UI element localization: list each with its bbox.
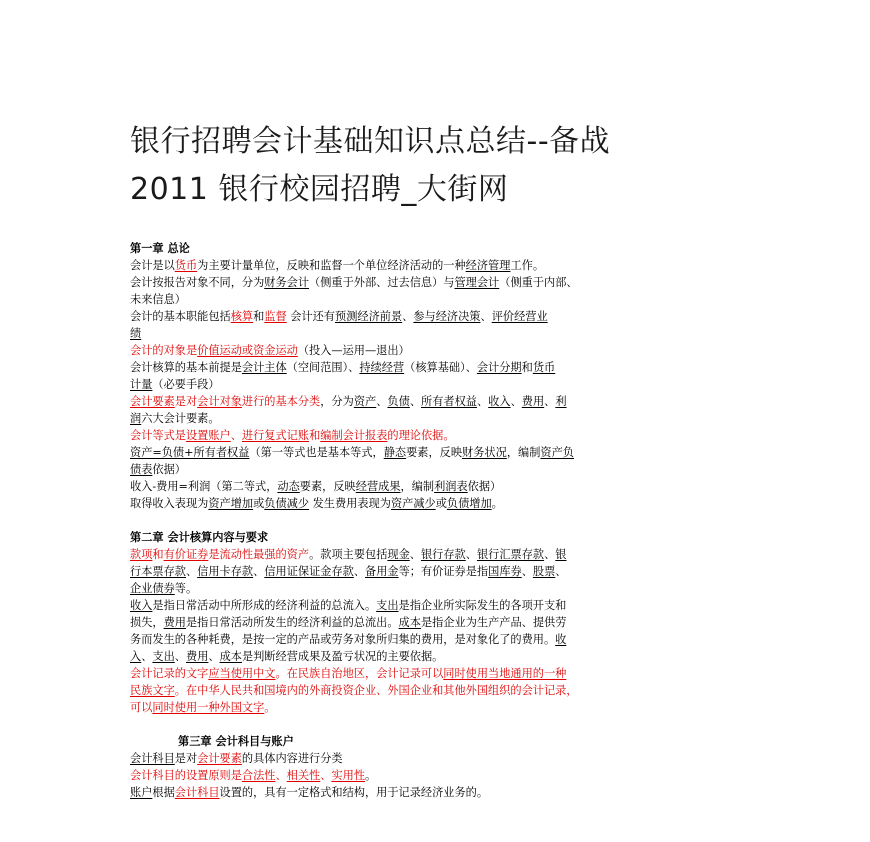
underlined-term: 会计要素 (197, 752, 242, 765)
text-run: 是指企业所实际发生的各项开支和 (398, 599, 567, 612)
underlined-term: 收入 (130, 599, 153, 612)
text-run: 。 (365, 769, 377, 782)
text-run: 的具体内容进行分类 (241, 752, 343, 765)
chapter-heading: 第二章 会计核算内容与要求 (130, 530, 269, 544)
text-line (130, 291, 742, 308)
text-run: （第一等式也是基本等式， (249, 446, 384, 459)
underlined-term: 绩 (130, 327, 142, 340)
text-run: ，编制 (400, 480, 435, 493)
underlined-term: 资产=负债+所有者权益 (130, 446, 250, 459)
text-line (130, 648, 742, 665)
underlined-term: 编制会计报表 (320, 429, 388, 442)
text-run: 会计等式是 (130, 429, 186, 442)
underlined-term: 利 (555, 395, 567, 408)
text-line (130, 478, 742, 495)
underlined-term: 银行汇票存款 (476, 548, 545, 561)
text-run: 发生费用表现为 (309, 497, 391, 510)
text-run: 、 (353, 565, 366, 578)
text-run: 根据 (152, 786, 175, 799)
underlined-term: 款项 (130, 548, 153, 561)
text-run: 依据） (467, 480, 502, 493)
underlined-term: 所有者权益 (421, 395, 477, 408)
text-run: 会计还有 (286, 310, 335, 323)
text-run: 等；有价证券是指 (398, 565, 489, 578)
underlined-term: 参与经济决策 (413, 310, 481, 323)
text-run: 和 (309, 429, 321, 442)
text-line (130, 580, 742, 597)
underlined-term: 会计分期 (476, 361, 522, 374)
underlined-term: 企业债券 (130, 582, 175, 595)
underlined-term: 资产增加 (208, 497, 254, 510)
underlined-term: 会计科目 (130, 752, 175, 765)
text-line (130, 682, 742, 699)
underlined-term: 银 (555, 548, 567, 561)
underlined-term: 持续经营 (359, 361, 405, 374)
underlined-term: 备用金 (365, 565, 399, 578)
text-run: 、 (141, 650, 153, 663)
underlined-term: 应当使用中文 (208, 667, 276, 680)
text-run: 、 (320, 769, 332, 782)
text-run: 依据） (152, 463, 186, 476)
underlined-term: 负债 (387, 395, 410, 408)
chapter-lines (130, 257, 742, 512)
underlined-term: 预测经济前景 (335, 310, 403, 323)
text-line (130, 376, 742, 393)
text-line (130, 563, 742, 580)
title-line-1: 银行招聘会计基础知识点总结--备战 (130, 124, 611, 159)
text-run: （核算基础）、 (404, 361, 477, 374)
text-run: 和 (521, 361, 533, 374)
underlined-term: 账户 (130, 786, 153, 799)
text-run: 或 (435, 497, 447, 510)
chapter-lines (130, 750, 742, 801)
underlined-term: 会计对象 (197, 395, 242, 408)
chapter-lines (130, 546, 742, 716)
underlined-term: 实用性 (331, 769, 366, 782)
text-run: 会计的对象是 (130, 344, 198, 357)
underlined-term: 国库券 (488, 565, 522, 578)
text-line (130, 308, 742, 325)
text-run: 和 (253, 310, 265, 323)
underlined-term: 进行复式记账 (241, 429, 310, 442)
underlined-term: 负债增加 (446, 497, 492, 510)
underlined-term: 经营成果 (355, 480, 401, 493)
text-run: 是对 (174, 395, 198, 408)
text-line (130, 359, 742, 376)
underlined-term: 会计要素 (130, 395, 175, 408)
text-run: （必要手段） (152, 378, 220, 391)
underlined-term: 价值运动或资金运动 (197, 344, 298, 357)
text-run: 为主要计量单位，反映和监督一个单位经济活动的一种 (197, 259, 466, 272)
text-run: 、 (476, 395, 489, 408)
text-run: 会计记录的文字 (130, 667, 209, 680)
underlined-term: 有价证券 (163, 548, 209, 561)
text-line (130, 750, 742, 767)
text-run: 六大会计要素。 (141, 412, 220, 425)
text-run: 会计的基本职能包括 (130, 310, 231, 323)
underlined-term: 动态 (277, 480, 300, 493)
underlined-term: 核算 (230, 310, 254, 323)
text-run: 进行的基本分类 (241, 395, 321, 408)
chapter-heading: 第三章 会计科目与账户 (178, 734, 294, 748)
text-run: 等。 (174, 582, 198, 595)
underlined-term: 资产 (353, 395, 377, 408)
text-run: 、 (521, 565, 533, 578)
text-run: 会计是以 (130, 259, 175, 272)
title-line-2: 2011 银行校园招聘_大街网 (130, 172, 509, 207)
text-run: 和 (152, 548, 164, 561)
text-line (130, 325, 742, 342)
text-run: 是判断经营成果及盈亏状况的主要依据。 (241, 650, 444, 663)
text-run: 、 (465, 548, 477, 561)
text-line (130, 274, 742, 291)
text-run: 。 (491, 497, 503, 510)
underlined-term: 成本 (398, 616, 421, 629)
text-line (130, 495, 742, 512)
chapter-3 (130, 733, 742, 801)
text-run: 、 (480, 310, 492, 323)
text-run: 要素，反映 (299, 480, 356, 493)
underlined-term: 收入 (488, 395, 511, 408)
underlined-term: 资产负 (540, 446, 574, 459)
underlined-term: 现金 (387, 548, 410, 561)
text-line (130, 410, 742, 427)
underlined-term: 合法性 (241, 769, 276, 782)
text-run: 是指日常活动中所形成的经济利益的总流入。 (152, 599, 377, 612)
text-run: 、 (376, 395, 388, 408)
text-run: 、 (275, 769, 287, 782)
text-run: 是对 (174, 752, 198, 765)
text-run: （投入—运用—退出） (297, 344, 410, 357)
underlined-term: 费用 (186, 650, 209, 663)
underlined-term: 设置账户 (185, 429, 231, 442)
text-run: 是指日常活动所发生的经济利益的总流出。 (185, 616, 399, 629)
text-line (130, 784, 742, 801)
underlined-term: 静态 (383, 446, 407, 459)
text-run: 或 (253, 497, 265, 510)
text-run: 。款项主要包括 (309, 548, 388, 561)
text-run: 损失， (130, 616, 164, 629)
text-run: 、 (510, 395, 522, 408)
underlined-term: 同时使用一种外国文字 (152, 701, 265, 714)
underlined-term: 监督 (264, 310, 287, 323)
text-run: 是指企业为生产产品、提供劳 (420, 616, 567, 629)
underlined-term: 支出 (152, 650, 175, 663)
text-run: 、 (208, 650, 220, 663)
text-line (130, 427, 742, 444)
text-run: （侧重于外部、过去信息）与 (309, 276, 455, 289)
text-run: 、 (544, 548, 556, 561)
underlined-term: 民族文字 (130, 684, 175, 697)
text-run: 、 (174, 650, 186, 663)
underlined-term: 会计科目 (174, 786, 220, 799)
text-run: 是流动性最强的资产 (208, 548, 310, 561)
underlined-term: 信用证保证金存款 (264, 565, 354, 578)
text-line (130, 699, 742, 716)
text-run: （空间范围）、 (286, 361, 360, 374)
underlined-term: 成本 (219, 650, 242, 663)
text-run: 取得收入表现为 (130, 497, 209, 510)
text-run: 会计科目的设置原则是 (130, 769, 242, 782)
text-line (130, 257, 742, 274)
text-run: 可以 (130, 701, 153, 714)
underlined-term: 资产减少 (390, 497, 436, 510)
underlined-term: 入 (130, 650, 142, 663)
chapter-2 (130, 529, 742, 716)
underlined-term: 债表 (130, 463, 153, 476)
text-line (130, 461, 742, 478)
text-run: ，编制 (506, 446, 541, 459)
underlined-term: 相关性 (286, 769, 321, 782)
text-run: 、 (409, 548, 421, 561)
underlined-term: 股票 (532, 565, 556, 578)
text-run: 工作。 (510, 259, 545, 272)
underlined-term: 货币 (174, 259, 198, 272)
document-body (130, 240, 742, 801)
chapter-heading: 第一章 总论 (130, 241, 190, 255)
text-run: 要素，反映 (406, 446, 463, 459)
underlined-term: 负债减少 (264, 497, 310, 510)
underlined-term: 财务会计 (264, 276, 310, 289)
underlined-term: 管理会计 (454, 276, 500, 289)
underlined-term: 货币 (532, 361, 556, 374)
text-run: 、 (409, 395, 422, 408)
underlined-term: 费用 (521, 395, 545, 408)
text-run: 设置的，具有一定格式和结构，用于记录经济业务的。 (219, 786, 489, 799)
underlined-term: 同时使用当地通用的一种 (443, 667, 567, 680)
text-line (130, 631, 742, 648)
text-run: 、 (253, 565, 265, 578)
text-line (130, 444, 742, 461)
chapter-1 (130, 240, 742, 512)
underlined-term: 信用卡存款 (197, 565, 254, 578)
underlined-term: 财务状况 (462, 446, 507, 459)
text-run: （侧重于内部、 (499, 276, 578, 289)
text-run: 会计按报告对象不同，分为 (130, 276, 265, 289)
underlined-term: 润 (130, 412, 142, 425)
text-run: 会计核算的基本前提是 (130, 361, 242, 374)
text-run: 。在民族自治地区，会计记录可以 (275, 667, 444, 680)
text-line (130, 665, 742, 682)
text-run: 。在中华人民共和国境内的外商投资企业、外国企业和其他外国组织的会计记录， (174, 684, 578, 697)
text-line (130, 614, 742, 631)
text-run: 、 (544, 395, 556, 408)
text-line (130, 546, 742, 563)
underlined-term: 银行存款 (420, 548, 466, 561)
underlined-term: 收 (555, 633, 567, 646)
text-run: 、 (230, 429, 242, 442)
text-run: 、 (555, 565, 567, 578)
underlined-term: 支出 (376, 599, 399, 612)
text-line (130, 342, 742, 359)
underlined-term: 行本票存款 (130, 565, 186, 578)
text-run: 、 (402, 310, 414, 323)
underlined-term: 费用 (163, 616, 186, 629)
text-line (130, 767, 742, 784)
text-run: 的理论依据。 (387, 429, 455, 442)
underlined-term: 计量 (130, 378, 153, 391)
text-run: 。 (264, 701, 276, 714)
underlined-term: 会计主体 (241, 361, 287, 374)
text-run: 务而发生的各种耗费，是按一定的产品或劳务对象所归集的费用，是对象化了的费用。 (130, 633, 556, 646)
underlined-term: 评价经营业 (491, 310, 548, 323)
text-run: 、 (185, 565, 198, 578)
text-run: 收入-费用=利润（第二等式， (130, 480, 278, 493)
text-run: ，分为 (320, 395, 354, 408)
text-line (130, 597, 742, 614)
document-title (130, 118, 770, 214)
text-line (130, 393, 742, 410)
text-run: 未来信息） (130, 293, 186, 306)
underlined-term: 利润表 (434, 480, 468, 493)
underlined-term: 经济管理 (465, 259, 511, 272)
